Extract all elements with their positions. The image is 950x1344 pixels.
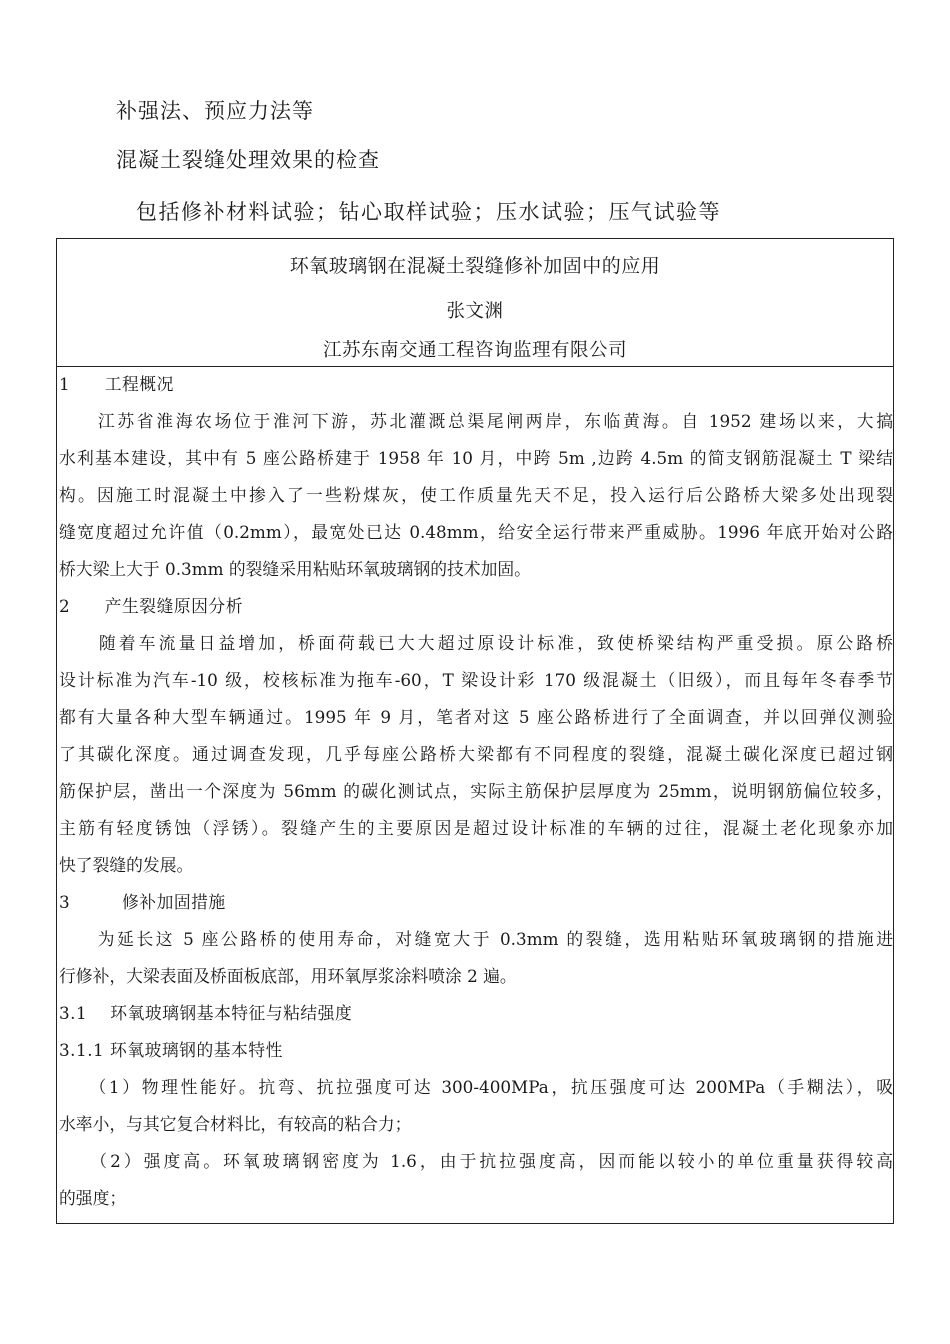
organization-name: 江苏东南交通工程咨询监理有限公司 (322, 340, 627, 361)
section-heading-2: 2 产生裂缝原因分析 (59, 596, 243, 616)
section-heading-1: 1 工程概况 (59, 374, 174, 394)
paragraph-line: 都有大量各种大型车辆通过。1995 年 9 月，笔者对这 5 座公路桥进行了全面调查，并以回弹仪测验 (59, 707, 893, 727)
paragraph-line: 江苏省淮海农场位于淮河下游，苏北灌溉总渠尾闸两岸，东临黄海。自 1952 建场以来，大搞 (59, 411, 893, 431)
paragraph-line: 随着车流量日益增加，桥面荷载已大大超过原设计标准，致使桥梁结构严重受损。原公路桥 (59, 633, 893, 653)
paragraph-line: 行修补，大梁表面及桥面板底部，用环氧厚浆涂料喷涂 2 遍。 (59, 966, 517, 986)
paragraph-line: 了其碳化深度。通过调查发现，几乎每座公路桥大梁都有不同程度的裂缝，混凝土碳化深度已超过钢 (59, 744, 893, 764)
subsection-heading-3-1-1: 3.1.1 环氧玻璃钢的基本特性 (59, 1040, 283, 1060)
paragraph-line: （2）强度高。环氧玻璃钢密度为 1.6，由于抗拉强度高，因而能以较小的单位重量获得较高 (59, 1151, 893, 1171)
author-name: 张文渊 (446, 301, 504, 322)
paragraph-line: 的强度； (59, 1188, 127, 1208)
paragraph-line: 构。因施工时混凝土中掺入了一些粉煤灰，使工作质量先天不足，投入运行后公路桥大梁多处出现裂 (59, 485, 893, 505)
intro-line-1: 补强法、预应力法等 (116, 99, 314, 123)
section-heading-3: 3 修补加固措施 (59, 892, 226, 912)
paragraph-line: 水率小，与其它复合材料比，有较高的粘合力； (59, 1114, 412, 1134)
body-cell (57, 367, 893, 1223)
paragraph-line: 桥大梁上大于 0.3mm 的裂缝采用粘贴环氧玻璃钢的技术加固。 (59, 559, 531, 579)
paragraph-line: 设计标准为汽车-10 级，校核标准为拖车-60，T 梁设计彩 170 级混凝土（旧级），而且每年冬春季节 (59, 670, 893, 690)
intro-line-2: 混凝土裂缝处理效果的检查 (116, 148, 380, 172)
intro-line-3: 包括修补材料试验；钻心取样试验；压水试验；压气试验等 (136, 200, 721, 224)
paragraph-line: （1）物理性能好。抗弯、抗拉强度可达 300-400MPa，抗压强度可达 200MPa（手糊法），吸 (59, 1077, 893, 1097)
document-table (56, 238, 894, 1224)
paragraph-line: 主筋有轻度锈蚀（浮锈）。裂缝产生的主要原因是超过设计标准的车辆的过往，混凝土老化现象亦加 (59, 818, 893, 838)
paragraph-line: 水利基本建设，其中有 5 座公路桥建于 1958 年 10 月，中跨 5m ,边跨 4.5m 的简支钢筋混凝土 T 梁结 (59, 448, 893, 468)
header-cell (57, 239, 893, 367)
paragraph-line: 为延长这 5 座公路桥的使用寿命，对缝宽大于 0.3mm 的裂缝，选用粘贴环氧玻璃钢的措施进 (59, 929, 893, 949)
paragraph-line: 快了裂缝的发展。 (59, 855, 194, 875)
paragraph-line: 缝宽度超过允许值（0.2mm），最宽处已达 0.48mm，给安全运行带来严重威胁。1996 年底开始对公路 (59, 522, 893, 542)
paragraph-line: 筋保护层，凿出一个深度为 56mm 的碳化测试点，实际主筋保护层厚度为 25mm，说明钢筋偏位较多， (59, 781, 893, 801)
article-title: 环氧玻璃钢在混凝土裂缝修补加固中的应用 (289, 255, 661, 277)
subsection-heading-3-1: 3.1 环氧玻璃钢基本特征与粘结强度 (59, 1003, 353, 1023)
